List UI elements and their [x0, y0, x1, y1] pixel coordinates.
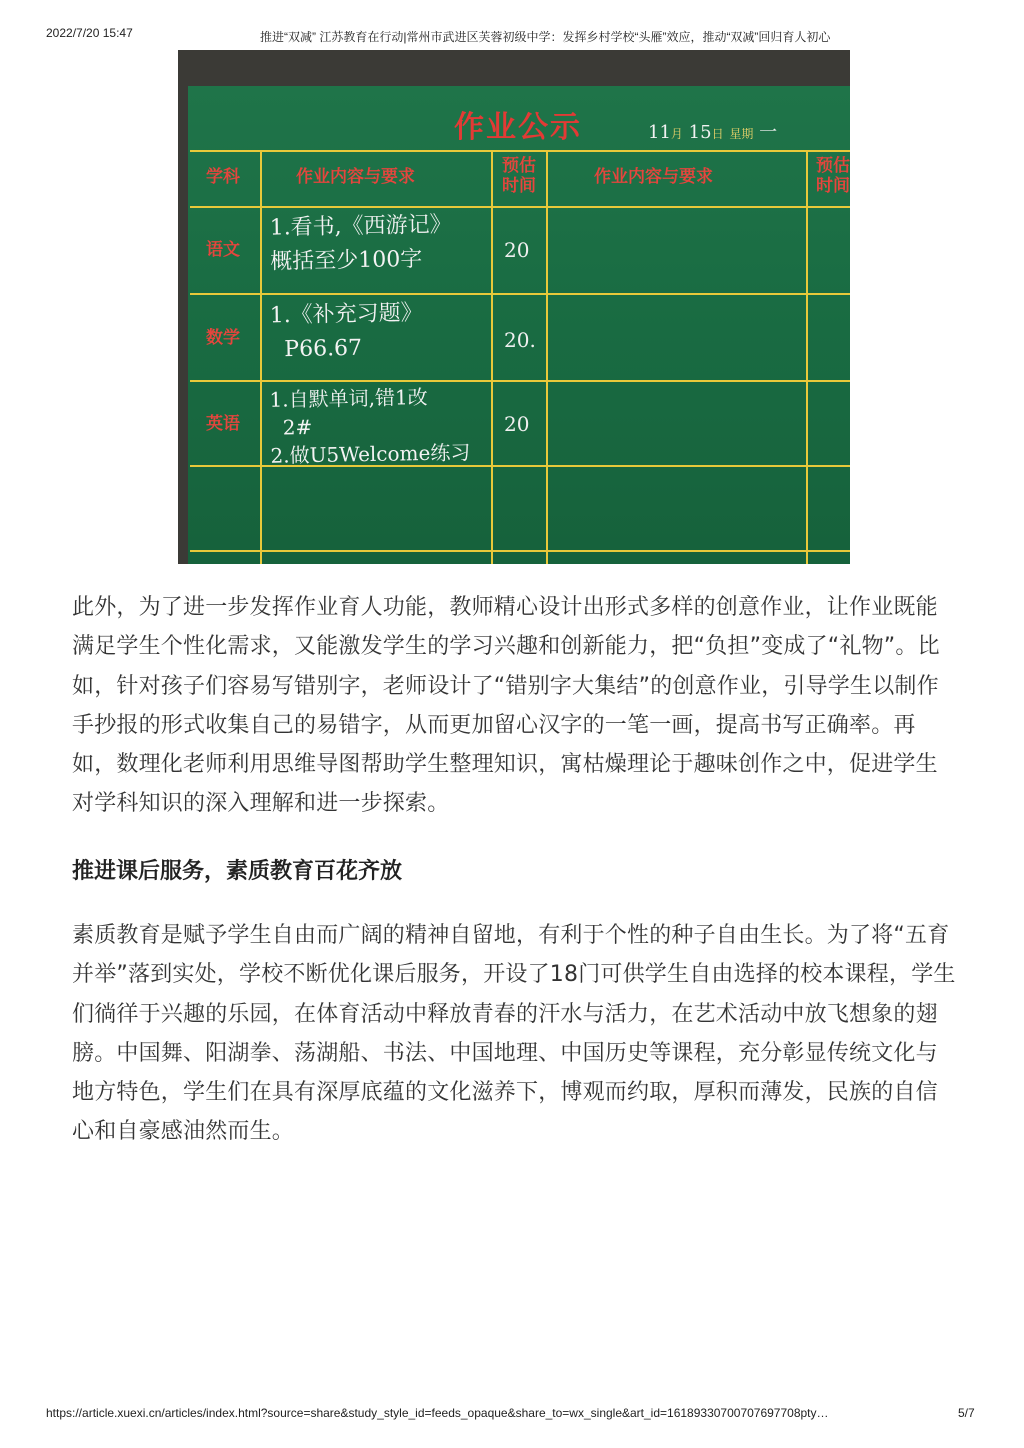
row-subject: 英语 [206, 414, 240, 434]
header-time: 预估时间 [502, 156, 536, 196]
board-weekday: 一 [759, 122, 778, 143]
article-paragraph: 此外，为了进一步发挥作业育人功能，教师精心设计出形式多样的创意作业，让作业既能满足学生个性化需求，又能激发学生的学习兴趣和创新能力，把“负担”变成了“礼物”。比如，针对孩子们容易写错别字，老师设计了“错别字大集结”的创意作业，引导学生以制作手抄报的形式收集自己的易错字，从而更加留心汉字的一笔一画，提高书写正确率。再如，数理化老师利用思维导图帮助学生整理知识，寓枯燥理论于趣味创作之中，促进学生对学科知识的深入理解和进一步探索。 [72, 595, 940, 817]
article-paragraph: 素质教育是赋予学生自由而广阔的精神自留地，有利于个性的种子自由生长。为了将“五育并举”落到实处，学校不断优化课后服务，开设了18门可供学生自由选择的校本课程，学生们徜徉于兴趣的乐园，在体育活动中释放青春的汗水与活力，在艺术活动中放飞想象的翅膀。中国舞、阳湖拳、荡湖船、书法、中国地理、中国历史等课程，充分彰显传统文化与地方特色，学生们在具有深厚底蕴的文化滋养下，博观而约取，厚积而薄发，民族的自信心和自豪感油然而生。 [72, 923, 956, 1145]
section-heading: 推进课后服务，素质教育百花齐放 [72, 859, 403, 884]
grid-line [190, 293, 850, 295]
row-time: 20 [504, 412, 530, 436]
header-subject: 学科 [206, 167, 240, 187]
row-time: 20 [504, 238, 530, 262]
page-url: https://article.xuexi.cn/articles/index.html?source=share&study_style_id=feeds_opaque&share_to=wx_single&art_id=16189330700707697708pty… [46, 1406, 829, 1420]
grid-line [190, 206, 850, 208]
grid-line [491, 150, 493, 564]
row-time: 20. [504, 328, 536, 352]
board-day: 15 [688, 122, 712, 143]
board-day-unit: 日 [711, 127, 724, 141]
homework-board-photo [178, 50, 850, 564]
grid-line [190, 380, 850, 382]
board-month: 11 [648, 122, 671, 143]
grid-line [190, 550, 850, 552]
header-content: 作业内容与要求 [296, 167, 415, 187]
board-date: 11月 15日 星期 一 [648, 122, 778, 143]
row-content: 1.自默单词,错1改 2# 2.做U5Welcome练习 [269, 384, 471, 468]
print-date: 2022/7/20 15:47 [46, 26, 133, 40]
board-weekday-label: 星期 [729, 127, 754, 141]
row-content: 1.《补充习题》 P66.67 [269, 300, 423, 363]
page-number: 5/7 [958, 1406, 975, 1420]
grid-line [546, 150, 548, 564]
print-footer [0, 1406, 1024, 1424]
grid-line [806, 150, 808, 564]
row-subject: 数学 [206, 328, 240, 348]
print-header [0, 26, 1024, 44]
print-title: 推进“双减” 江苏教育在行动|常州市武进区芙蓉初级中学：发挥乡村学校“头雁”效应，推动“双减”回归育人初心 [260, 30, 831, 44]
board-title: 作业公示 [454, 110, 582, 145]
row-content: 1.看书,《西游记》 概括至少100字 [269, 212, 452, 275]
grid-line [190, 150, 850, 152]
grid-line [260, 150, 262, 564]
header-time-2: 预估时间 [816, 156, 850, 196]
row-subject: 语文 [206, 240, 240, 260]
header-content-2: 作业内容与要求 [594, 167, 713, 187]
